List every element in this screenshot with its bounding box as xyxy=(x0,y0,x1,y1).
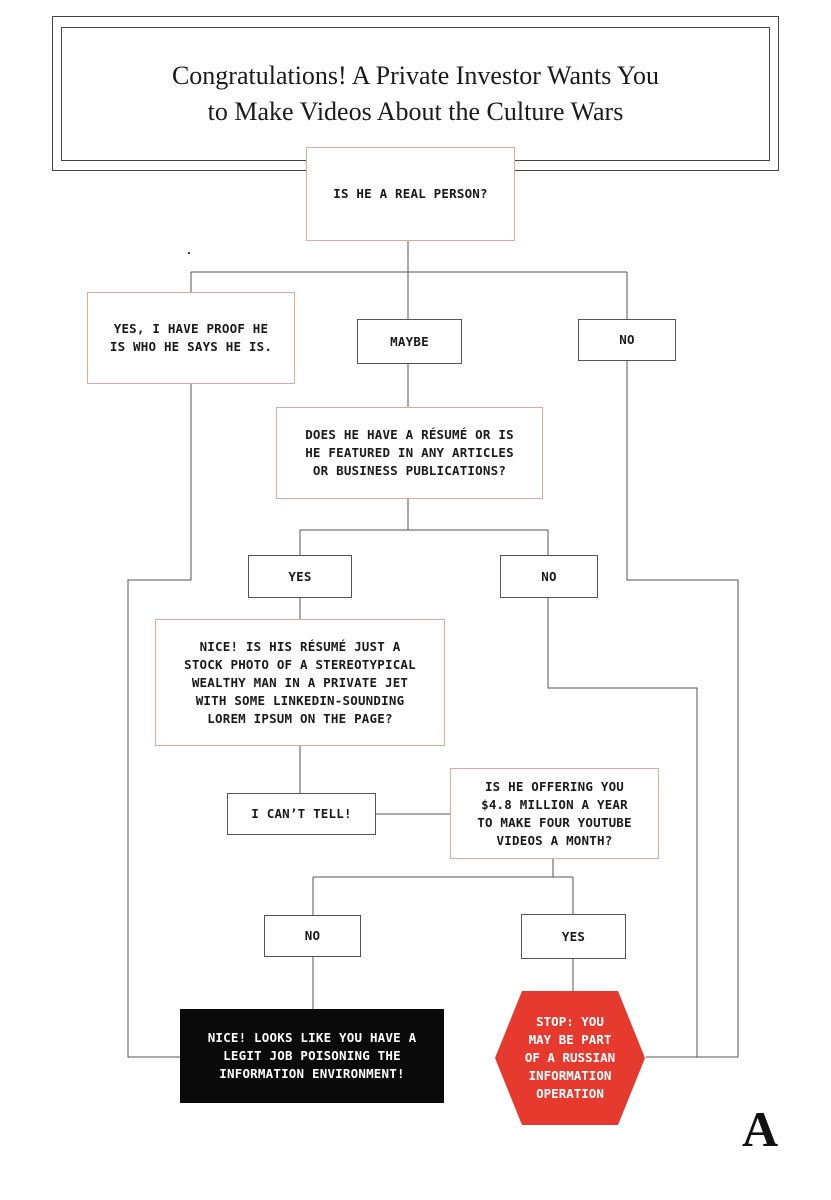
ending-stop-hexagon xyxy=(494,990,646,1126)
node-text: WITH SOME LINKEDIN-SOUNDING xyxy=(195,692,405,708)
node-text: YES xyxy=(561,928,586,944)
ending-legit-job xyxy=(180,1009,444,1103)
question-offer xyxy=(450,768,659,859)
answer-no-resume xyxy=(500,555,598,598)
node-text: MAYBE xyxy=(390,333,429,349)
answer-cant-tell xyxy=(227,793,376,835)
atlantic-logo: A xyxy=(742,1101,779,1157)
node-text: TO MAKE FOUR YOUTUBE xyxy=(477,814,632,830)
node-text: I CAN’T TELL! xyxy=(251,806,352,821)
node-text: YES, I HAVE PROOF HE xyxy=(113,321,269,336)
node-text: WEALTHY MAN IN A PRIVATE JET xyxy=(191,674,409,690)
answer-maybe xyxy=(357,319,462,364)
node-text: INFORMATION xyxy=(528,1068,612,1083)
question-resume xyxy=(276,407,543,499)
node-text: $4.8 MILLION A YEAR xyxy=(481,796,628,812)
answer-yes-proof xyxy=(87,292,295,384)
title-frame xyxy=(61,27,770,161)
node-text: DOES HE HAVE A RÉSUMÉ OR IS xyxy=(305,427,514,442)
node-text: STOCK PHOTO OF A STEREOTYPICAL xyxy=(184,656,416,672)
stop-text xyxy=(494,990,646,1126)
question-stock-photo xyxy=(155,619,445,746)
node-text: MAY BE PART xyxy=(528,1032,612,1047)
stray-dot xyxy=(188,252,190,254)
answer-yes-resume xyxy=(248,555,352,598)
node-text: NO xyxy=(541,568,557,584)
node-text: LOREM IPSUM ON THE PAGE? xyxy=(207,710,393,726)
title-line-2: to Make Videos About the Culture Wars xyxy=(207,97,624,126)
title-line-1: Congratulations! A Private Investor Wants You xyxy=(171,61,660,90)
answer-yes-offer xyxy=(521,914,626,959)
node-text: LEGIT JOB POISONING THE xyxy=(223,1048,401,1063)
node-text: IS HE A REAL PERSON? xyxy=(333,186,488,201)
node-text: HE FEATURED IN ANY ARTICLES xyxy=(305,445,514,460)
node-text: NICE! LOOKS LIKE YOU HAVE A xyxy=(207,1030,417,1045)
node-text: STOP: YOU xyxy=(536,1014,604,1029)
node-text: OPERATION xyxy=(536,1086,604,1101)
node-text: YES xyxy=(288,568,312,584)
node-text: INFORMATION ENVIRONMENT! xyxy=(219,1066,405,1081)
node-text: NO xyxy=(619,332,635,347)
node-text: OF A RUSSIAN xyxy=(524,1050,616,1065)
answer-no-offer xyxy=(264,915,361,957)
answer-no-top xyxy=(578,319,676,361)
question-real-person xyxy=(306,147,515,241)
node-text: NO xyxy=(304,928,321,943)
node-text: NICE! IS HIS RÉSUMÉ JUST A xyxy=(199,638,401,654)
node-text: OR BUSINESS PUBLICATIONS? xyxy=(312,463,507,478)
node-text: IS HE OFFERING YOU xyxy=(484,778,625,794)
node-text: VIDEOS A MONTH? xyxy=(496,832,613,848)
node-text: IS WHO HE SAYS HE IS. xyxy=(109,339,273,354)
connector-no-top-to-stop xyxy=(627,361,738,1057)
